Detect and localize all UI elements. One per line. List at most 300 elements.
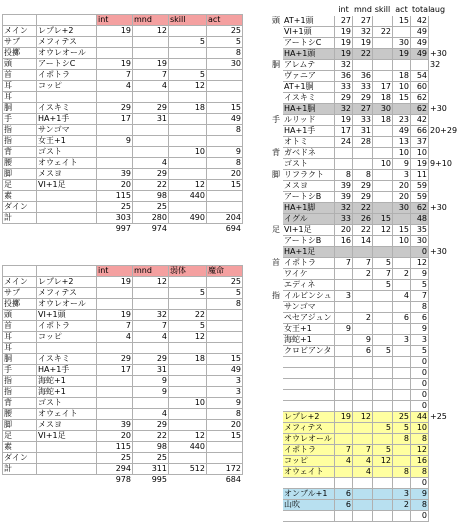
stat-cell[interactable] [169,136,207,147]
stat-cell[interactable]: 9 [97,136,133,147]
slot-cell[interactable] [271,467,283,478]
stat-cell[interactable]: 19 [97,26,133,37]
item-cell[interactable]: イスキミ [283,93,335,104]
stat-cell[interactable]: 8 [335,170,353,181]
stat-cell[interactable]: 18 [373,93,393,104]
stat-cell[interactable]: 33 [335,82,353,93]
item-cell[interactable]: オンブル+1 [283,489,335,500]
stat-cell[interactable] [335,511,353,522]
slot-cell[interactable]: 背 [3,147,37,158]
item-cell[interactable]: 山吹 [283,500,335,511]
stat-cell[interactable] [169,376,207,387]
stat-cell[interactable]: 9 [207,398,243,409]
stat-cell[interactable] [97,299,133,310]
stat-cell[interactable]: 15 [207,103,243,114]
stat-cell[interactable]: 0 [411,478,429,489]
stat-cell[interactable]: 19 [335,412,353,423]
stat-cell[interactable]: 30 [393,38,411,49]
stat-cell[interactable]: 5 [207,288,243,299]
item-cell[interactable]: VI+1頭 [283,27,335,38]
stat-cell[interactable]: 7 [373,269,393,280]
stat-cell[interactable]: 9 [353,335,373,346]
stat-cell[interactable] [353,423,373,434]
stat-cell[interactable] [393,390,411,401]
item-cell[interactable] [283,368,335,379]
stat-cell[interactable]: 311 [133,464,169,475]
item-cell[interactable]: オウェイト [37,158,97,169]
stat-cell[interactable]: 29 [353,181,373,192]
stat-cell[interactable]: 10 [169,398,207,409]
stat-cell[interactable] [97,125,133,136]
stat-cell[interactable]: 4 [133,409,169,420]
aug-cell[interactable]: +30 [430,247,447,256]
item-cell[interactable]: VI+1足 [37,431,97,442]
stat-cell[interactable]: 36 [335,71,353,82]
aug-cell[interactable] [429,511,447,522]
slot-cell[interactable] [271,214,283,225]
stat-cell[interactable]: 3 [335,291,353,302]
stat-cell[interactable] [169,59,207,70]
slot-cell[interactable]: 耳 [3,81,37,92]
stat-cell[interactable] [393,302,411,313]
slot-cell[interactable]: サブ [3,288,37,299]
stat-cell[interactable] [97,92,133,103]
stat-cell[interactable]: 17 [97,365,133,376]
slot-cell[interactable] [271,324,283,335]
stat-cell[interactable]: 3 [393,170,411,181]
stat-cell[interactable]: 29 [133,354,169,365]
stat-cell[interactable]: 10 [411,423,429,434]
slot-cell[interactable]: 頭 [3,59,37,70]
stat-cell[interactable]: 25 [207,277,243,288]
stat-cell[interactable]: 19 [335,49,353,60]
stat-cell[interactable]: 19 [97,277,133,288]
stat-cell[interactable]: 5 [169,288,207,299]
slot-cell[interactable] [271,38,283,49]
item-cell[interactable]: 海蛇+1 [37,387,97,398]
stat-cell[interactable]: 8 [393,434,411,445]
stat-cell[interactable] [335,423,353,434]
stat-cell[interactable] [373,489,393,500]
stat-cell[interactable]: 22 [353,225,373,236]
slot-cell[interactable]: 計 [3,464,37,475]
stat-cell[interactable]: 15 [393,16,411,27]
item-cell[interactable]: HA+1胴 [283,104,335,115]
stat-cell[interactable] [353,247,373,258]
stat-cell[interactable]: 0 [411,368,429,379]
stat-cell[interactable]: 19 [335,115,353,126]
stat-cell[interactable] [133,92,169,103]
stat-cell[interactable]: 12 [373,456,393,467]
stat-cell[interactable]: 7 [133,70,169,81]
item-cell[interactable] [37,343,97,354]
item-cell[interactable]: イスキミ [37,354,97,365]
slot-cell[interactable] [271,49,283,60]
stat-cell[interactable] [335,280,353,291]
stat-cell[interactable]: 29 [353,192,373,203]
stat-cell[interactable] [353,500,373,511]
stat-cell[interactable] [393,324,411,335]
stat-cell[interactable] [97,343,133,354]
aug-cell[interactable] [429,368,447,379]
stat-cell[interactable]: 8 [393,467,411,478]
stat-cell[interactable] [169,169,207,180]
slot-cell[interactable]: 足 [3,431,37,442]
stat-cell[interactable]: 39 [97,420,133,431]
stat-cell[interactable]: 0 [411,401,429,412]
aug-cell[interactable] [429,137,447,148]
slot-cell[interactable]: メイン [3,277,37,288]
stat-cell[interactable]: 33 [353,115,373,126]
stat-cell[interactable]: 6 [353,346,373,357]
item-cell[interactable]: 女王+1 [283,324,335,335]
slot-cell[interactable]: 素 [3,442,37,453]
stat-cell[interactable] [169,387,207,398]
stat-cell[interactable]: 42 [411,16,429,27]
slot-cell[interactable]: 脚 [3,169,37,180]
stat-cell[interactable]: 4 [393,291,411,302]
stat-cell[interactable]: 49 [207,365,243,376]
item-cell[interactable]: イグル [283,214,335,225]
stat-cell[interactable] [373,126,393,137]
stat-cell[interactable]: 29 [353,93,373,104]
stat-cell[interactable] [133,343,169,354]
slot-cell[interactable] [271,27,283,38]
stat-cell[interactable] [97,409,133,420]
slot-cell[interactable]: 首 [272,258,280,267]
stat-cell[interactable]: 17 [373,82,393,93]
stat-cell[interactable]: 19 [97,310,133,321]
stat-cell[interactable] [207,191,243,202]
stat-cell[interactable]: 18 [169,103,207,114]
stat-cell[interactable] [353,148,373,159]
slot-cell[interactable]: 腰 [3,409,37,420]
slot-cell[interactable] [271,126,283,137]
slot-cell[interactable] [271,203,283,214]
item-cell[interactable]: アレムテ [283,60,335,71]
aug-cell[interactable] [429,269,447,280]
stat-cell[interactable]: 0 [411,247,429,258]
stat-cell[interactable] [169,125,207,136]
stat-cell[interactable]: 17 [97,114,133,125]
stat-cell[interactable] [393,368,411,379]
stat-cell[interactable]: 66 [411,126,429,137]
slot-cell[interactable] [271,335,283,346]
stat-cell[interactable]: 11 [411,170,429,181]
slot-cell[interactable]: 計 [3,213,37,224]
item-cell[interactable]: メフィテス [283,423,335,434]
aug-cell[interactable] [429,71,447,82]
stat-cell[interactable]: 39 [335,181,353,192]
stat-cell[interactable]: 12 [353,412,373,423]
stat-cell[interactable] [97,158,133,169]
item-cell[interactable] [283,511,335,522]
item-cell[interactable]: オウレオール [37,48,97,59]
item-cell[interactable]: AT+1胴 [283,82,335,93]
stat-cell[interactable]: 20 [97,431,133,442]
stat-cell[interactable]: 30 [207,59,243,70]
stat-cell[interactable]: 204 [207,213,243,224]
stat-cell[interactable]: 32 [335,203,353,214]
slot-cell[interactable]: 耳 [3,92,37,103]
item-cell[interactable]: ヴァニア [283,71,335,82]
aug-cell[interactable] [429,434,447,445]
slot-cell[interactable]: 足 [272,225,280,234]
stat-cell[interactable] [97,48,133,59]
stat-cell[interactable]: 5 [373,280,393,291]
stat-cell[interactable]: 115 [97,191,133,202]
stat-cell[interactable]: 12 [133,277,169,288]
stat-cell[interactable] [133,288,169,299]
stat-cell[interactable] [393,357,411,368]
stat-cell[interactable] [169,365,207,376]
stat-cell[interactable]: 18 [373,115,393,126]
stat-cell[interactable] [207,136,243,147]
slot-cell[interactable] [271,346,283,357]
stat-cell[interactable] [169,453,207,464]
aug-cell[interactable] [429,192,447,203]
aug-cell[interactable]: +30 [430,104,447,113]
stat-cell[interactable]: 4 [97,332,133,343]
stat-cell[interactable]: 4 [353,467,373,478]
slot-cell[interactable] [271,104,283,115]
item-cell[interactable]: コッピ [37,81,97,92]
stat-cell[interactable]: 2 [393,500,411,511]
stat-cell[interactable]: 5 [169,37,207,48]
item-cell[interactable] [37,92,97,103]
stat-cell[interactable]: 32 [335,60,353,71]
stat-cell[interactable]: 4 [133,332,169,343]
slot-cell[interactable] [271,247,283,258]
stat-cell[interactable]: 0 [411,379,429,390]
stat-cell[interactable]: 7 [97,321,133,332]
stat-cell[interactable] [207,332,243,343]
stat-cell[interactable]: 19 [393,49,411,60]
stat-cell[interactable] [169,202,207,213]
stat-cell[interactable]: 22 [133,180,169,191]
stat-cell[interactable] [353,291,373,302]
stat-cell[interactable]: 22 [353,203,373,214]
aug-cell[interactable] [429,467,447,478]
slot-cell[interactable] [271,280,283,291]
stat-cell[interactable]: 23 [393,115,411,126]
stat-cell[interactable] [353,357,373,368]
stat-cell[interactable]: 12 [169,431,207,442]
stat-cell[interactable] [353,302,373,313]
item-cell[interactable] [283,401,335,412]
aug-cell[interactable] [429,236,447,247]
stat-cell[interactable]: 16 [335,236,353,247]
stat-cell[interactable]: 9 [411,269,429,280]
aug-cell[interactable] [429,16,447,27]
stat-cell[interactable]: 27 [353,16,373,27]
item-cell[interactable]: ガベドネ [283,148,335,159]
stat-cell[interactable]: 4 [133,158,169,169]
stat-cell[interactable]: 12 [411,445,429,456]
item-cell[interactable] [37,191,97,202]
stat-cell[interactable] [133,48,169,59]
stat-cell[interactable] [335,335,353,346]
slot-cell[interactable] [271,357,283,368]
stat-cell[interactable]: 0 [411,390,429,401]
aug-cell[interactable] [429,225,447,236]
stat-cell[interactable]: 25 [97,202,133,213]
slot-cell[interactable]: ダイン [3,453,37,464]
item-cell[interactable]: HA+1手 [283,126,335,137]
item-cell[interactable]: イポトラ [283,445,335,456]
stat-cell[interactable] [133,398,169,409]
stat-cell[interactable]: 33 [335,214,353,225]
slot-cell[interactable]: 素 [3,191,37,202]
stat-cell[interactable]: 8 [207,409,243,420]
stat-cell[interactable]: 512 [169,464,207,475]
item-cell[interactable]: オウェイト [283,467,335,478]
stat-cell[interactable] [373,379,393,390]
aug-cell[interactable] [429,280,447,291]
slot-cell[interactable] [271,236,283,247]
item-cell[interactable]: オウェイト [37,409,97,420]
slot-cell[interactable]: 首 [3,321,37,332]
stat-cell[interactable]: 5 [169,321,207,332]
stat-cell[interactable] [335,467,353,478]
slot-cell[interactable] [271,500,283,511]
stat-cell[interactable] [373,313,393,324]
aug-cell[interactable] [429,302,447,313]
slot-cell[interactable] [271,412,283,423]
stat-cell[interactable] [169,299,207,310]
stat-cell[interactable]: 9 [335,324,353,335]
item-cell[interactable]: レプレ+2 [37,26,97,37]
stat-cell[interactable] [393,247,411,258]
item-cell[interactable]: メスヨ [37,169,97,180]
slot-cell[interactable]: 指 [272,291,280,300]
aug-cell[interactable] [429,27,447,38]
stat-cell[interactable]: 20 [207,169,243,180]
stat-cell[interactable]: 20 [393,192,411,203]
stat-cell[interactable]: 15 [373,214,393,225]
stat-cell[interactable]: 5 [411,280,429,291]
stat-cell[interactable]: 5 [169,70,207,81]
stat-cell[interactable]: 440 [169,442,207,453]
item-cell[interactable]: クロビアンタ [283,346,335,357]
stat-cell[interactable] [169,158,207,169]
stat-cell[interactable]: 3 [393,335,411,346]
item-cell[interactable]: VI+1足 [37,180,97,191]
slot-cell[interactable]: 脚 [272,170,280,179]
aug-cell[interactable] [429,324,447,335]
stat-cell[interactable]: 22 [373,27,393,38]
item-cell[interactable]: ゴスト [283,159,335,170]
stat-cell[interactable]: 12 [411,258,429,269]
item-cell[interactable]: ペセアジュン [283,313,335,324]
stat-cell[interactable] [207,310,243,321]
stat-cell[interactable]: 5 [373,445,393,456]
stat-cell[interactable] [373,38,393,49]
stat-cell[interactable]: 31 [133,365,169,376]
stat-cell[interactable] [373,434,393,445]
stat-cell[interactable]: 29 [133,103,169,114]
stat-cell[interactable]: 6 [411,313,429,324]
stat-cell[interactable] [393,511,411,522]
item-cell[interactable] [283,379,335,390]
item-cell[interactable]: アートシC [37,59,97,70]
stat-cell[interactable] [393,456,411,467]
stat-cell[interactable] [373,324,393,335]
aug-cell[interactable] [429,82,447,93]
stat-cell[interactable]: 49 [411,38,429,49]
stat-cell[interactable] [169,409,207,420]
stat-cell[interactable] [393,60,411,71]
aug-cell[interactable] [429,346,447,357]
stat-cell[interactable]: 2 [353,313,373,324]
item-cell[interactable] [37,453,97,464]
item-cell[interactable] [37,213,97,224]
slot-cell[interactable] [271,302,283,313]
stat-cell[interactable]: 7 [353,445,373,456]
aug-cell[interactable]: +30 [430,49,447,58]
stat-cell[interactable]: 14 [353,236,373,247]
stat-cell[interactable] [133,37,169,48]
stat-cell[interactable]: 19 [335,38,353,49]
stat-cell[interactable]: 49 [411,27,429,38]
stat-cell[interactable] [373,368,393,379]
stat-cell[interactable] [373,192,393,203]
stat-cell[interactable]: 26 [353,214,373,225]
stat-cell[interactable] [411,60,429,71]
slot-cell[interactable] [271,423,283,434]
aug-cell[interactable] [429,181,447,192]
stat-cell[interactable] [353,434,373,445]
stat-cell[interactable]: 6 [335,489,353,500]
stat-cell[interactable] [353,60,373,71]
stat-cell[interactable] [169,114,207,125]
stat-cell[interactable]: 31 [353,126,373,137]
stat-cell[interactable]: 15 [393,93,411,104]
stat-cell[interactable]: 10 [169,147,207,158]
stat-cell[interactable]: 32 [133,310,169,321]
slot-cell[interactable]: 頭 [3,310,37,321]
stat-cell[interactable]: 27 [335,16,353,27]
stat-cell[interactable]: 5 [373,346,393,357]
stat-cell[interactable]: 35 [411,225,429,236]
stat-cell[interactable] [373,60,393,71]
slot-cell[interactable]: 背 [272,148,280,157]
stat-cell[interactable]: 10 [411,148,429,159]
slot-cell[interactable] [271,379,283,390]
item-cell[interactable] [283,390,335,401]
stat-cell[interactable] [207,92,243,103]
item-cell[interactable]: AT+1頭 [283,16,335,27]
stat-cell[interactable] [207,321,243,332]
item-cell[interactable]: ワイケ [283,269,335,280]
stat-cell[interactable] [133,136,169,147]
item-cell[interactable]: 女王+1 [37,136,97,147]
aug-cell[interactable] [429,313,447,324]
stat-cell[interactable]: 5 [373,423,393,434]
item-cell[interactable]: ルリッド [283,115,335,126]
stat-cell[interactable]: 2 [393,269,411,280]
aug-cell[interactable] [429,478,447,489]
stat-cell[interactable]: 7 [133,321,169,332]
stat-cell[interactable]: 8 [207,158,243,169]
stat-cell[interactable] [353,390,373,401]
slot-cell[interactable] [271,434,283,445]
slot-cell[interactable]: 投擲 [3,299,37,310]
slot-cell[interactable]: 耳 [3,343,37,354]
stat-cell[interactable]: 29 [133,420,169,431]
item-cell[interactable]: イルビンシュ [283,291,335,302]
stat-cell[interactable] [335,379,353,390]
